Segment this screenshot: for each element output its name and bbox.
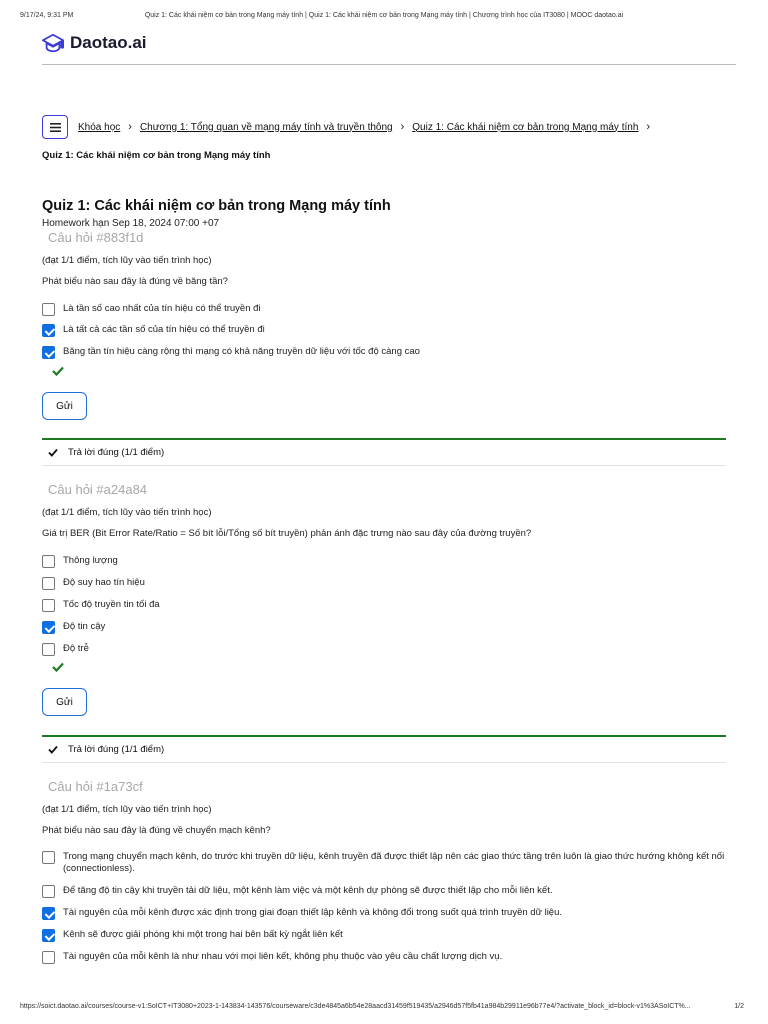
question-score: (đạt 1/1 điểm, tích lũy vào tiến trình học) [42,507,212,518]
option[interactable] [42,577,726,590]
question-id: Câu hỏi #883f1d [48,230,144,245]
option[interactable] [42,907,726,920]
breadcrumb [42,115,728,141]
brand-name: Daotao.ai [70,33,147,52]
option-label: Trong mạng chuyển mạch kênh, do trước khi truyền dữ liệu, kênh truyền đã được thiết lập nên các giao thức tầng trên luôn là giao thức hướng không kết nối (connectionless). [63,851,725,874]
question-text: Phát biểu nào sau đây là đúng về chuyển mạch kênh? [42,825,271,836]
option-label: Là tần số cao nhất của tín hiệu có thể truyền đi [63,303,261,314]
option-checkbox[interactable] [42,577,55,590]
site-header [42,30,736,65]
option-checkbox-checked[interactable] [42,621,55,634]
correct-check-icon [52,366,64,376]
option-checkbox-checked[interactable] [42,346,55,359]
option-checkbox[interactable] [42,599,55,612]
option-checkbox[interactable] [42,851,55,864]
option[interactable] [42,885,726,898]
graduation-cap-icon [42,32,64,54]
option-label: Kênh sẽ được giải phóng khi một trong hai bên bất kỳ ngắt liên kết [63,929,343,940]
breadcrumb-current: Quiz 1: Các khái niệm cơ bản trong Mạng máy tính [42,150,271,161]
print-header [20,12,748,22]
option-checkbox[interactable] [42,643,55,656]
question-text: Phát biểu nào sau đây là đúng về băng tần? [42,276,228,287]
question-score: (đạt 1/1 điểm, tích lũy vào tiến trình học) [42,804,212,815]
option-checkbox[interactable] [42,885,55,898]
chevron-right-icon: › [400,121,405,133]
submit-button[interactable]: Gửi [42,688,87,716]
breadcrumb-courses-link[interactable]: Khóa học [78,121,121,133]
check-icon [48,448,58,457]
question-score: (đạt 1/1 điểm, tích lũy vào tiến trình học) [42,255,212,266]
option[interactable] [42,621,726,634]
option-label: Thông lượng [63,555,118,566]
answer-status-label: Trả lời đúng (1/1 điểm) [68,744,165,755]
question-id: Câu hỏi #1a73cf [48,779,143,794]
option-checkbox[interactable] [42,555,55,568]
option-label: Tài nguyên của mỗi kênh là như nhau với mọi liên kết, không phụ thuộc vào yêu cầu chất lượng dịch vụ. [63,951,503,962]
option[interactable] [42,643,726,656]
option-label: Là tất cả các tần số của tín hiệu có thể truyền đi [63,324,265,335]
option[interactable] [42,555,726,568]
logo[interactable] [42,32,147,54]
chevron-right-icon: › [128,121,132,133]
question-text: Giá trị BER (Bit Error Rate/Ratio = Số bít lỗi/Tổng số bít truyền) phản ánh đặc trưng nào sau đây của đường truyền? [42,528,532,539]
print-url: https://soict.daotao.ai/courses/course-v1:SoICT+IT3080+2023-1-143834-143576/courseware/c3de4845a6b54e28aacd31459f519435/a2946d57f5fb41a984b29911e96b77e4/?activate_block_id=block-v1%3ASoICT%... [20,1003,691,1010]
option[interactable] [42,324,726,337]
option-checkbox-checked[interactable] [42,907,55,920]
menu-button[interactable] [42,115,68,139]
option-checkbox-checked[interactable] [42,929,55,942]
print-date: 9/17/24, 9:31 PM [20,12,74,19]
question-id: Câu hỏi #a24a84 [48,482,148,497]
option-label: Để tăng độ tin cậy khi truyền tải dữ liệu, một kênh làm việc và một kênh dự phòng sẽ được thiết lập cho mỗi liên kết. [63,885,553,896]
correct-check-icon [52,662,64,672]
option-label: Độ trễ [63,643,89,654]
submit-button[interactable]: Gửi [42,392,87,420]
due-date: Homework hạn Sep 18, 2024 07:00 +07 [42,218,220,229]
option-checkbox[interactable] [42,951,55,964]
breadcrumb-chapter-link[interactable]: Chương 1: Tổng quan về mạng máy tính và truyền thông [139,121,393,133]
option-label: Độ suy hao tín hiệu [63,577,145,588]
page-title: Quiz 1: Các khái niệm cơ bản trong Mạng máy tính [42,198,391,214]
option[interactable] [42,951,726,964]
option-checkbox[interactable] [42,303,55,316]
answer-status-label: Trả lời đúng (1/1 điểm) [68,447,165,458]
option[interactable] [42,929,726,942]
option-checkbox-checked[interactable] [42,324,55,337]
option[interactable] [42,303,726,316]
option[interactable] [42,599,726,612]
answer-status [42,438,726,466]
option-label: Băng tần tín hiệu càng rộng thì mạng có khả năng truyền dữ liệu với tốc độ càng cao [63,346,420,357]
print-title: Quiz 1: Các khái niệm cơ bản trong Mạng máy tính | Quiz 1: Các khái niệm cơ bản trong Mạng máy tính | Chương trình học của IT3080 | MOOC daotao.ai [144,12,624,19]
option-label: Tốc độ truyền tin tối đa [63,599,160,610]
answer-status [42,735,726,763]
check-icon [48,745,58,754]
chevron-right-icon: › [646,121,651,133]
hamburger-icon [50,123,61,132]
breadcrumb-quiz-link[interactable]: Quiz 1: Các khái niệm cơ bản trong Mạng máy tính [412,121,639,133]
option[interactable] [42,346,726,359]
option-label: Độ tin cậy [63,621,106,632]
option[interactable] [42,851,726,875]
option-label: Tài nguyên của mỗi kênh được xác định trong giai đoạn thiết lập kênh và không đổi trong suốt quá trình truyền dữ liệu. [63,907,563,918]
print-page-number: 1/2 [734,1003,744,1010]
